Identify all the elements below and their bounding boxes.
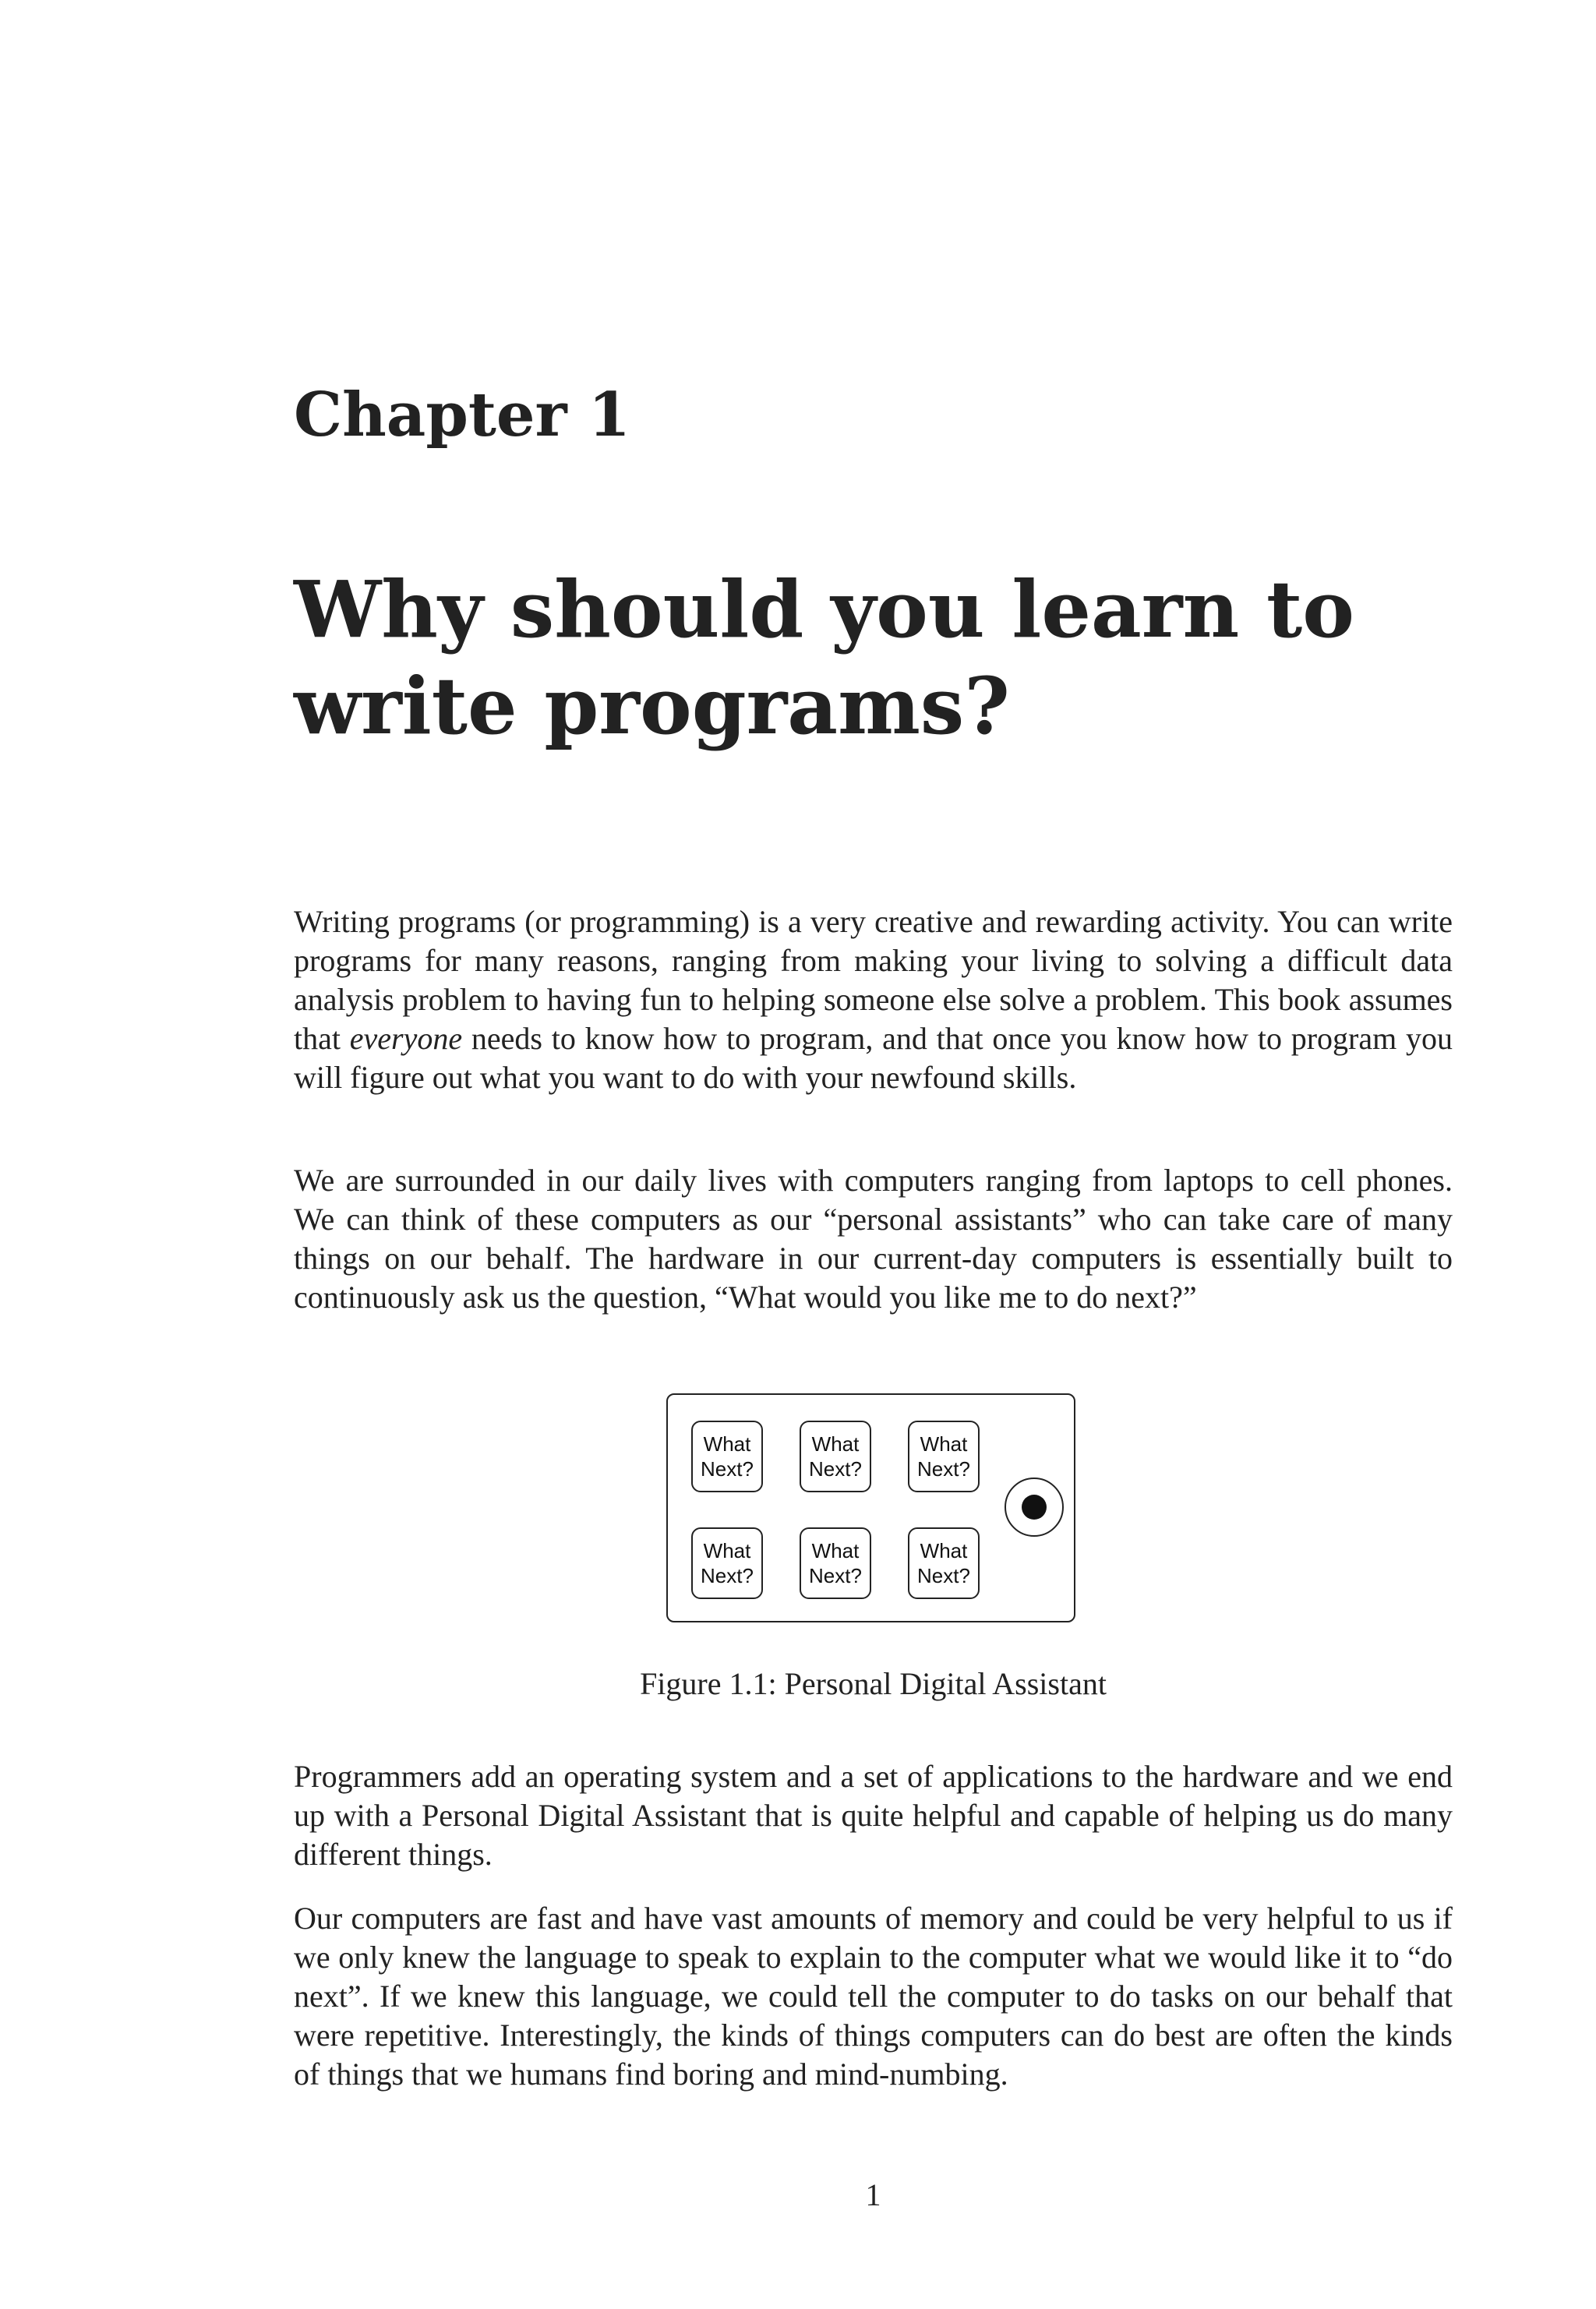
what-next-button (800, 1421, 871, 1492)
button-label-line2: Next? (701, 1564, 754, 1587)
page-number: 1 (865, 2177, 881, 2212)
figure-caption: Figure 1.1: Personal Digital Assistant (640, 1666, 1107, 1701)
what-next-button (908, 1527, 980, 1599)
button-label-line2: Next? (917, 1564, 970, 1587)
paragraph-intro (294, 902, 1453, 1097)
button-label-line2: Next? (809, 1457, 862, 1481)
button-label-line1: What (920, 1539, 968, 1562)
chapter-label: Chapter 1 (294, 380, 631, 450)
paragraph-programmers: Programmers add an operating system and a set of applications to the hardware and we end up with a Personal Digital Assistant that is quite helpful and capable of helping us do many different things. (294, 1759, 1453, 1872)
button-label-line2: Next? (809, 1564, 862, 1587)
button-label-line2: Next? (917, 1457, 970, 1481)
what-next-button (691, 1421, 763, 1492)
button-label-line1: What (811, 1539, 860, 1562)
button-label-line1: What (703, 1432, 751, 1456)
paragraph-intro-text-start: Writing programs (or programming) is a very creative and rewarding activity. You can write programs for many reasons, ranging from making your living to solving a difficult data analysis problem to having fun to helping someone else solve a problem. This book assumes that (294, 904, 1453, 1056)
button-label-line2: Next? (701, 1457, 754, 1481)
paragraph-intro-text-end: needs to know how to program, and that once you know how to program you will figure out what you want to do with your newfound skills. (294, 1021, 1453, 1095)
button-label-line1: What (703, 1539, 751, 1562)
emphasis-everyone: everyone (349, 1021, 463, 1056)
paragraph-computers-fast: Our computers are fast and have vast amounts of memory and could be very helpful to us if we only knew the language to speak to explain to the computer what we would like it to “do next”. If we knew this language, we could tell the computer to do tasks on our behalf that were repetitive. Interestingly, the kinds of things computers can do best are often the kinds of things that we humans find boring and mind-numbing. (294, 1901, 1453, 2092)
dial-center-dot (1022, 1495, 1047, 1520)
dial-icon (1005, 1478, 1064, 1537)
button-label-line1: What (811, 1432, 860, 1456)
paragraph-personal-assistants: We are surrounded in our daily lives with computers ranging from laptops to cell phones. We can think of these computers as our “personal assistants” who can take care of many things on our behalf. The hardware in our current-day computers is essentially built to continuously ask us the question, “What would you like me to do next?” (294, 1163, 1453, 1315)
chapter-title: Why should you learn to write programs? (294, 563, 1354, 752)
what-next-button (691, 1527, 763, 1599)
what-next-button (800, 1527, 871, 1599)
what-next-button (908, 1421, 980, 1492)
button-label-line1: What (920, 1432, 968, 1456)
pda-figure (666, 1393, 1075, 1622)
